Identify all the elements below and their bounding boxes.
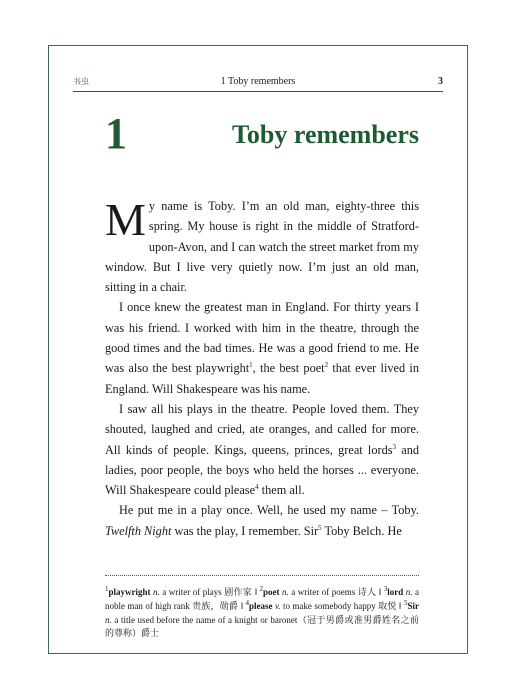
paragraph-4 — [105, 500, 419, 541]
footnote-ref-5: 5 — [318, 523, 322, 532]
running-title: 1 Toby remembers — [220, 76, 296, 87]
drop-cap: M — [105, 194, 146, 245]
footnote-number: 1 — [105, 585, 109, 593]
paragraph-1 — [105, 196, 419, 297]
paragraph-3-text-b: and ladies, poor people, the boys who held the horses ... everyone. Will Shakespeare could please — [105, 442, 419, 498]
paragraph-2-text-b: , the best poet — [252, 361, 325, 376]
chapter-body — [105, 196, 419, 541]
footnote-number: 3 — [383, 585, 388, 593]
paragraph-1-text: y name is Toby. I’m an old man, eighty-three this spring. My house is right in the middle of Stratford-upon-Avon, and I can watch the street market from my window. But I live very quietly now. I’m just an old man, sitting in a chair. — [105, 199, 419, 295]
footnote-ref-4: 4 — [255, 483, 259, 492]
book-page — [48, 45, 468, 654]
footnotes — [105, 586, 419, 641]
footnote-number: 5 — [403, 598, 408, 607]
glossary-term: please — [249, 600, 273, 611]
running-head — [73, 76, 443, 90]
series-mark: 书虫 — [73, 77, 89, 86]
paragraph-2-text-c: that ever lived in England. Will Shakespeare was his name. — [105, 361, 419, 396]
glossary-term: poet — [263, 587, 280, 597]
glossary-definition: a writer of plays 剧作家 ‖ — [159, 587, 260, 597]
footnote-separator — [105, 575, 419, 576]
glossary-term: playwright — [108, 587, 151, 597]
glossary-definition: to make somebody happy 取悦 ‖ — [280, 600, 404, 611]
part-of-speech: v. — [274, 600, 281, 611]
glossary-term: Sir — [407, 600, 419, 611]
part-of-speech: n. — [105, 614, 112, 625]
footnote-number: 2 — [259, 585, 263, 593]
footnote-ref-1: 1 — [249, 361, 253, 370]
glossary-definition: a title used before the name of a knight or baronet（冠于男爵或准男爵姓名之前的尊称）爵士 — [105, 614, 419, 639]
paragraph-3-text-a: I saw all his plays in the theatre. People loved them. They shouted, laughed and cried, ate oranges, and called for more. All kinds of people. Kings, queens, princes, great lords — [105, 401, 419, 457]
part-of-speech: n. — [282, 587, 289, 597]
paragraph-3-text-c: them all. — [258, 483, 305, 498]
paragraph-2-text-a: I once knew the greatest man in England. For thirty years I was his friend. I worked with him in the theatre, through the good times and the bad times. He was a good friend to me. He was also the best playwright — [105, 300, 419, 376]
paragraph-3 — [105, 399, 419, 500]
paragraph-2 — [105, 297, 419, 398]
chapter-title: Toby remembers — [231, 120, 419, 149]
paragraph-4-text-c: Toby Belch. He — [321, 523, 402, 538]
header-rule — [73, 91, 443, 92]
part-of-speech: n. — [405, 587, 413, 597]
glossary-definition: a writer of poems 诗人 ‖ — [288, 587, 384, 597]
part-of-speech: n. — [153, 587, 160, 597]
paragraph-4-text-a: He put me in a play once. Well, he used my name – Toby. — [119, 503, 419, 518]
footnote-number: 4 — [245, 598, 250, 607]
paragraph-4-text-b: was the play, I remember. Sir — [171, 523, 319, 538]
chapter-number: 1 — [105, 109, 127, 158]
play-title: Twelfth Night — [105, 523, 172, 538]
glossary-term: lord — [387, 587, 404, 597]
glossary-definition: a noble man of high rank 贵族，勋爵 ‖ — [105, 587, 419, 611]
footnote-ref-3: 3 — [392, 442, 397, 451]
page-number: 3 — [438, 76, 443, 87]
footnote-ref-2: 2 — [324, 361, 329, 370]
